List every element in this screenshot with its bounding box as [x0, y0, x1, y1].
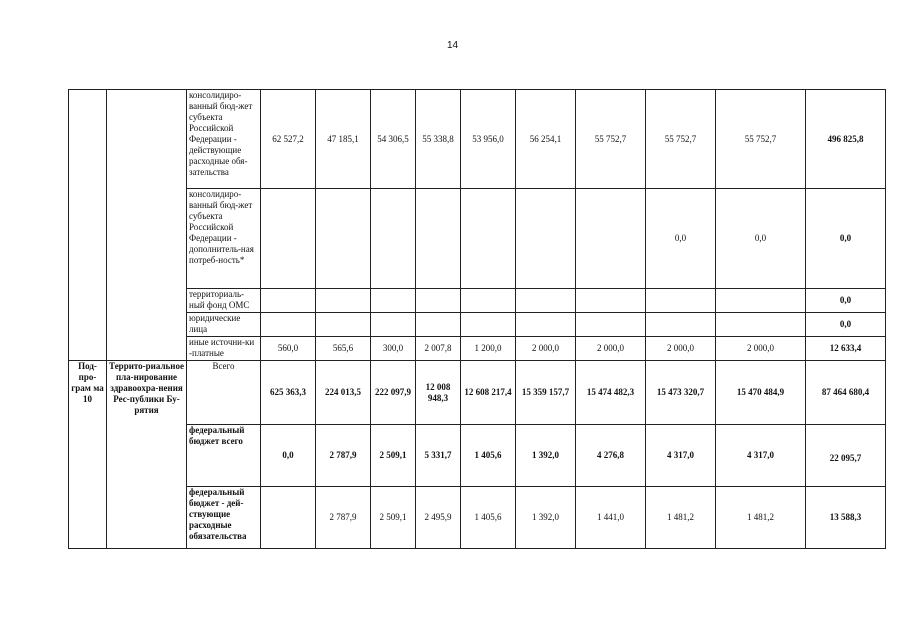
value-cell: 54 306,5	[371, 90, 416, 189]
value-cell: 15 474 482,3	[576, 361, 646, 425]
value-cell: 1 405,6	[461, 425, 516, 487]
source-cell: юридические лица	[187, 313, 261, 337]
value-cell: 2 787,9	[316, 425, 371, 487]
value-cell	[316, 289, 371, 313]
value-cell: 0,0	[716, 189, 806, 289]
source-cell: территориаль-ный фонд ОМС	[187, 289, 261, 313]
value-cell: 2 787,9	[316, 487, 371, 549]
value-cell: 55 338,8	[416, 90, 461, 189]
total-cell: 0,0	[806, 313, 886, 337]
value-cell	[516, 289, 576, 313]
value-cell: 565,6	[316, 337, 371, 361]
value-cell: 55 752,7	[716, 90, 806, 189]
total-cell: 0,0	[806, 189, 886, 289]
value-cell: 12 008 948,3	[416, 361, 461, 425]
value-cell	[416, 289, 461, 313]
table-row	[69, 425, 886, 487]
value-cell	[716, 289, 806, 313]
value-cell: 224 013,5	[316, 361, 371, 425]
value-cell	[371, 289, 416, 313]
value-cell: 0,0	[646, 189, 716, 289]
value-cell	[646, 289, 716, 313]
value-cell: 2 000,0	[516, 337, 576, 361]
value-cell: 2 000,0	[646, 337, 716, 361]
source-cell: консолидиро-ванный бюд-жет субъекта Российской Федерации - дополнитель-ная потреб-ность*	[187, 189, 261, 289]
value-cell: 1 441,0	[576, 487, 646, 549]
value-cell: 47 185,1	[316, 90, 371, 189]
value-cell	[371, 189, 416, 289]
value-cell: 53 956,0	[461, 90, 516, 189]
value-cell: 1 481,2	[716, 487, 806, 549]
value-cell	[576, 189, 646, 289]
value-cell: 4 317,0	[716, 425, 806, 487]
value-cell: 15 470 484,9	[716, 361, 806, 425]
value-cell: 222 097,9	[371, 361, 416, 425]
value-cell: 56 254,1	[516, 90, 576, 189]
value-cell: 15 359 157,7	[516, 361, 576, 425]
source-cell: федеральный бюджет - дей-ствующие расходные обязательства	[187, 487, 261, 549]
value-cell	[516, 189, 576, 289]
source-cell: федеральный бюджет всего	[187, 425, 261, 487]
table-row	[69, 361, 886, 425]
value-cell	[261, 313, 316, 337]
value-cell: 4 276,8	[576, 425, 646, 487]
value-cell	[461, 313, 516, 337]
value-cell: 4 317,0	[646, 425, 716, 487]
table-row	[69, 313, 886, 337]
value-cell	[261, 189, 316, 289]
value-cell: 62 527,2	[261, 90, 316, 189]
table-row	[69, 289, 886, 313]
value-cell: 0,0	[261, 425, 316, 487]
value-cell: 625 363,3	[261, 361, 316, 425]
empty-cell	[69, 90, 107, 361]
budget-table	[68, 89, 886, 549]
value-cell: 1 392,0	[516, 425, 576, 487]
value-cell: 12 608 217,4	[461, 361, 516, 425]
value-cell	[516, 313, 576, 337]
table-row	[69, 90, 886, 189]
total-cell: 87 464 680,4	[806, 361, 886, 425]
subprogram-number-cell: Под-про-грам ма 10	[69, 361, 107, 549]
value-cell	[416, 189, 461, 289]
table-row	[69, 189, 886, 289]
empty-cell	[107, 90, 187, 361]
table-row	[69, 337, 886, 361]
table-row	[69, 487, 886, 549]
value-cell: 2 495,9	[416, 487, 461, 549]
total-cell: 496 825,8	[806, 90, 886, 189]
value-cell: 2 007,8	[416, 337, 461, 361]
value-cell: 1 392,0	[516, 487, 576, 549]
value-cell: 1 405,6	[461, 487, 516, 549]
value-cell	[416, 313, 461, 337]
value-cell: 2 509,1	[371, 487, 416, 549]
total-cell: 13 588,3	[806, 487, 886, 549]
value-cell: 300,0	[371, 337, 416, 361]
value-cell	[576, 313, 646, 337]
value-cell	[316, 189, 371, 289]
value-cell: 15 473 320,7	[646, 361, 716, 425]
value-cell	[261, 289, 316, 313]
value-cell: 2 000,0	[716, 337, 806, 361]
value-cell: 55 752,7	[576, 90, 646, 189]
value-cell	[316, 313, 371, 337]
source-cell: консолидиро-ванный бюд-жет субъекта Российской Федерации - действующие расходные обя-зательства	[187, 90, 261, 189]
value-cell: 2 509,1	[371, 425, 416, 487]
source-cell: иные источни-ки -платные	[187, 337, 261, 361]
value-cell: 5 331,7	[416, 425, 461, 487]
page-number: 14	[446, 40, 459, 51]
value-cell: 2 000,0	[576, 337, 646, 361]
value-cell	[461, 289, 516, 313]
value-cell: 1 481,2	[646, 487, 716, 549]
value-cell	[646, 313, 716, 337]
total-cell: 12 633,4	[806, 337, 886, 361]
value-cell	[461, 189, 516, 289]
subprogram-name-cell: Террито-риальное пла-нирование здравоохра-нения Рес-публики Бу-рятия	[107, 361, 187, 549]
source-cell: Всего	[187, 361, 261, 425]
value-cell: 560,0	[261, 337, 316, 361]
total-cell: 0,0	[806, 289, 886, 313]
value-cell	[716, 313, 806, 337]
value-cell	[261, 487, 316, 549]
value-cell: 1 200,0	[461, 337, 516, 361]
total-cell: 22 095,7	[806, 425, 886, 487]
value-cell: 55 752,7	[646, 90, 716, 189]
value-cell	[576, 289, 646, 313]
value-cell	[371, 313, 416, 337]
